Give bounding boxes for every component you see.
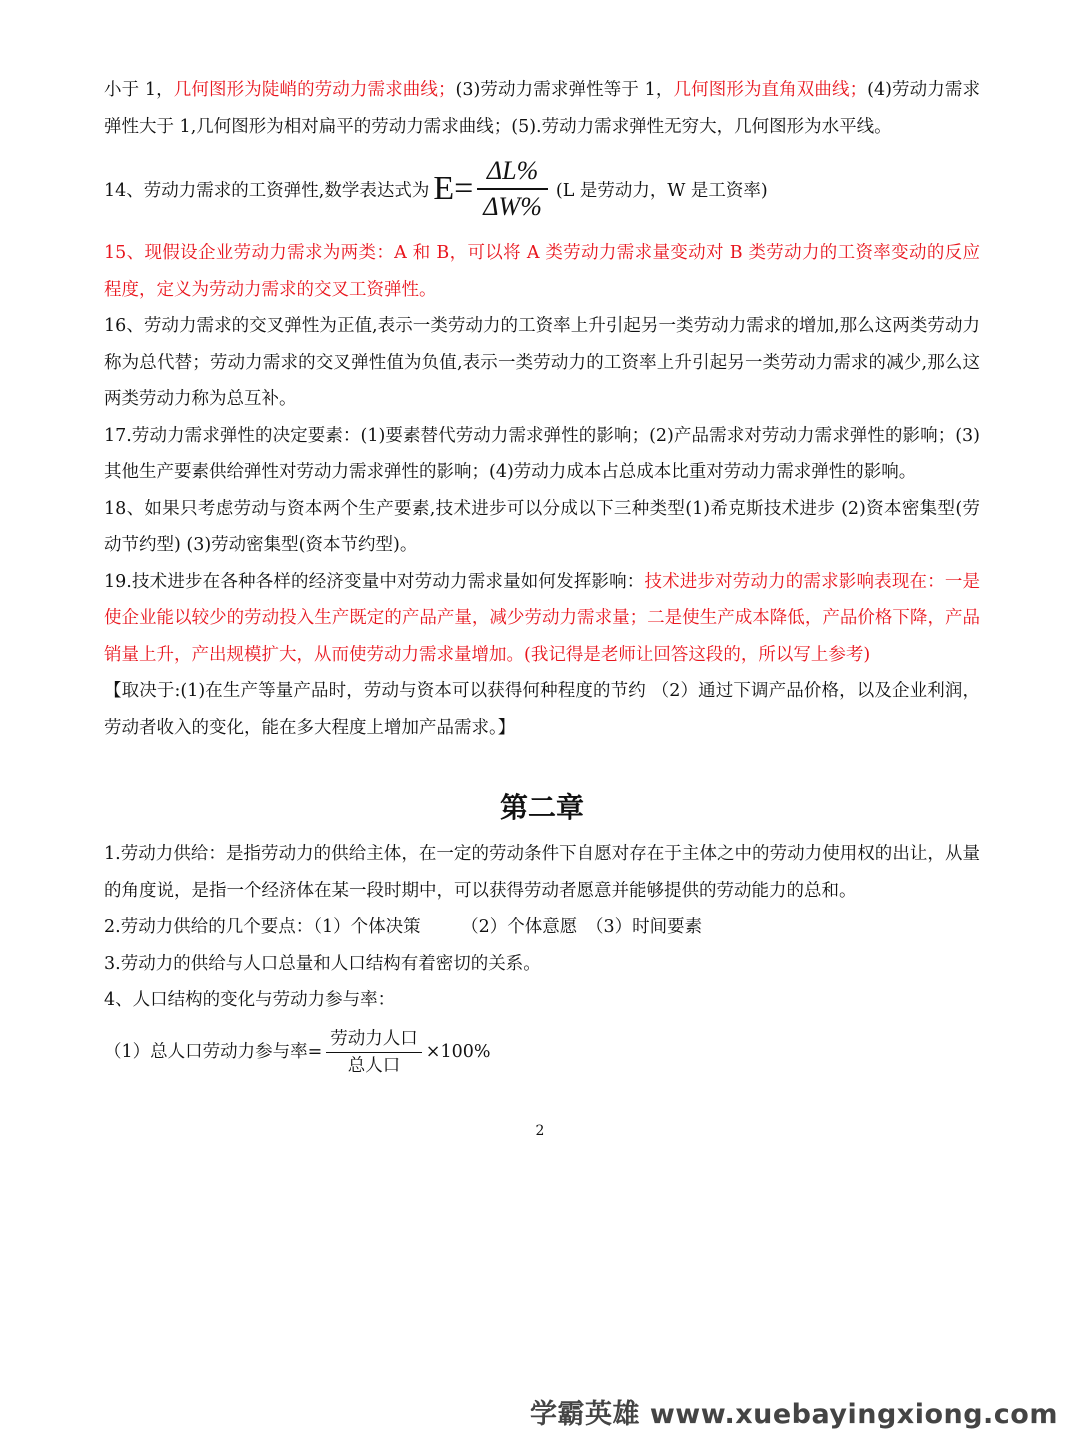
site-watermark: 学霸英雄 www.xuebayingxiong.com [529,1399,1058,1430]
text-segment: 【取决于:(1)在生产等量产品时，劳动与资本可以获得何种程度的节约 （2）通过下调产品价格，以及企业利润，劳动者收入的变化，能在多大程度上增加产品需求。】 [104,681,980,738]
paragraph-p-19-note [104,673,980,746]
formula-14-fraction [477,154,548,224]
formula-participation-fraction [326,1026,422,1080]
formula-participation-prefix: （1）总人口劳动力参与率= [104,1042,323,1063]
page-number: 2 [535,1123,545,1139]
document-body [104,72,980,1085]
text-segment: 4、人口结构的变化与劳动力参与率： [104,990,396,1010]
paragraph-c2-4 [104,982,980,1019]
formula-participation-numerator: 劳动力人口 [330,1028,418,1049]
formula-14-suffix: (L 是劳动力，W 是工资率) [555,180,768,201]
text-segment: 1.劳动力供给：是指劳动力的供给主体，在一定的劳动条件下自愿对存在于主体之中的劳动力使用权的出让，从量的角度说，是指一个经济体在某一段时期中，可以获得劳动者愿意并能够提供的劳动能力的总和。 [104,844,980,901]
formula-participation [104,1021,980,1085]
formula-14 [104,149,980,229]
text-segment: 19.技术进步在各种各样的经济变量中对劳动力需求量如何发挥影响： [104,571,645,592]
paragraph-c2-2 [104,909,980,946]
text-segment: (4)劳动力需求弹性大于 1,几何图形为相对扁平的劳动力需求曲线；(5).劳动力需求弹性无穷大，几何图形为水平线。 [104,80,981,137]
section-mid [104,235,980,746]
section-chapter2 [104,836,980,1019]
paragraph-p-18 [104,491,980,564]
text-segment: (3)劳动力需求弹性等于 1， [455,80,674,100]
formula-14-numerator: ΔL% [486,156,539,185]
paragraph-c2-3 [104,946,980,983]
text-segment: 几何图形为陡峭的劳动力需求曲线； [173,80,456,100]
text-segment: 几何图形为直角双曲线； [673,80,868,100]
formula-14-e: E= [433,170,474,207]
section-top [104,72,980,145]
text-segment: 18、如果只考虑劳动与资本两个生产要素,技术进步可以分成以下三种类型(1)希克斯技术进步 (2)资本密集型(劳动节约型) (3)劳动密集型(资本节约型)。 [104,498,980,555]
text-segment: 15、现假设企业劳动力需求为两类：A 和 B，可以将 A 类劳动力需求量变动对 B 类劳动力的工资率变动的反应程度，定义为劳动力需求的交叉工资弹性。 [104,243,980,300]
formula-14-denominator: ΔW% [483,192,542,221]
text-segment: 技术进步对劳动力的需求影响表现在：一是使企业能以较少的劳动投入生产既定的产品产量，减少劳动力需求量；二是使生产成本降低，产品价格下降，产品销量上升，产出规模扩大，从而使劳动力需求量增加。(我记得是老师让回答这段的，所以写上参考) [104,571,980,665]
formula-participation-suffix: ×100% [425,1042,491,1063]
paragraph-p-13-cont [104,72,980,145]
text-segment: 16、劳动力需求的交叉弹性为正值,表示一类劳动力的工资率上升引起另一类劳动力需求的增加,那么这两类劳动力称为总代替；劳动力需求的交叉弹性值为负值,表示一类劳动力的工资率上升引起另一类劳动力需求的减少,那么这两类劳动力称为总互补。 [104,316,980,409]
paragraph-p-16 [104,308,980,418]
paragraph-p-15 [104,235,980,308]
text-segment: 2.劳动力供给的几个要点：（1）个体决策 （2）个体意愿 （3）时间要素 [104,917,703,937]
formula-14-prefix: 14、劳动力需求的工资弹性,数学表达式为 [104,180,430,201]
paragraph-c2-1 [104,836,980,909]
formula-participation-denominator: 总人口 [347,1056,401,1077]
paragraph-p-17 [104,418,980,491]
paragraph-p-19 [104,564,980,674]
text-segment: 17.劳动力需求弹性的决定要素：(1)要素替代劳动力需求弹性的影响；(2)产品需求对劳动力需求弹性的影响；(3)其他生产要素供给弹性对劳动力需求弹性的影响；(4)劳动力成本占总成本比重对劳动力需求弹性的影响。 [104,425,980,482]
text-segment: 小于 1， [104,80,174,100]
chapter-title: 第二章 [499,791,584,824]
text-segment: 3.劳动力的供给与人口总量和人口结构有着密切的关系。 [104,953,541,974]
